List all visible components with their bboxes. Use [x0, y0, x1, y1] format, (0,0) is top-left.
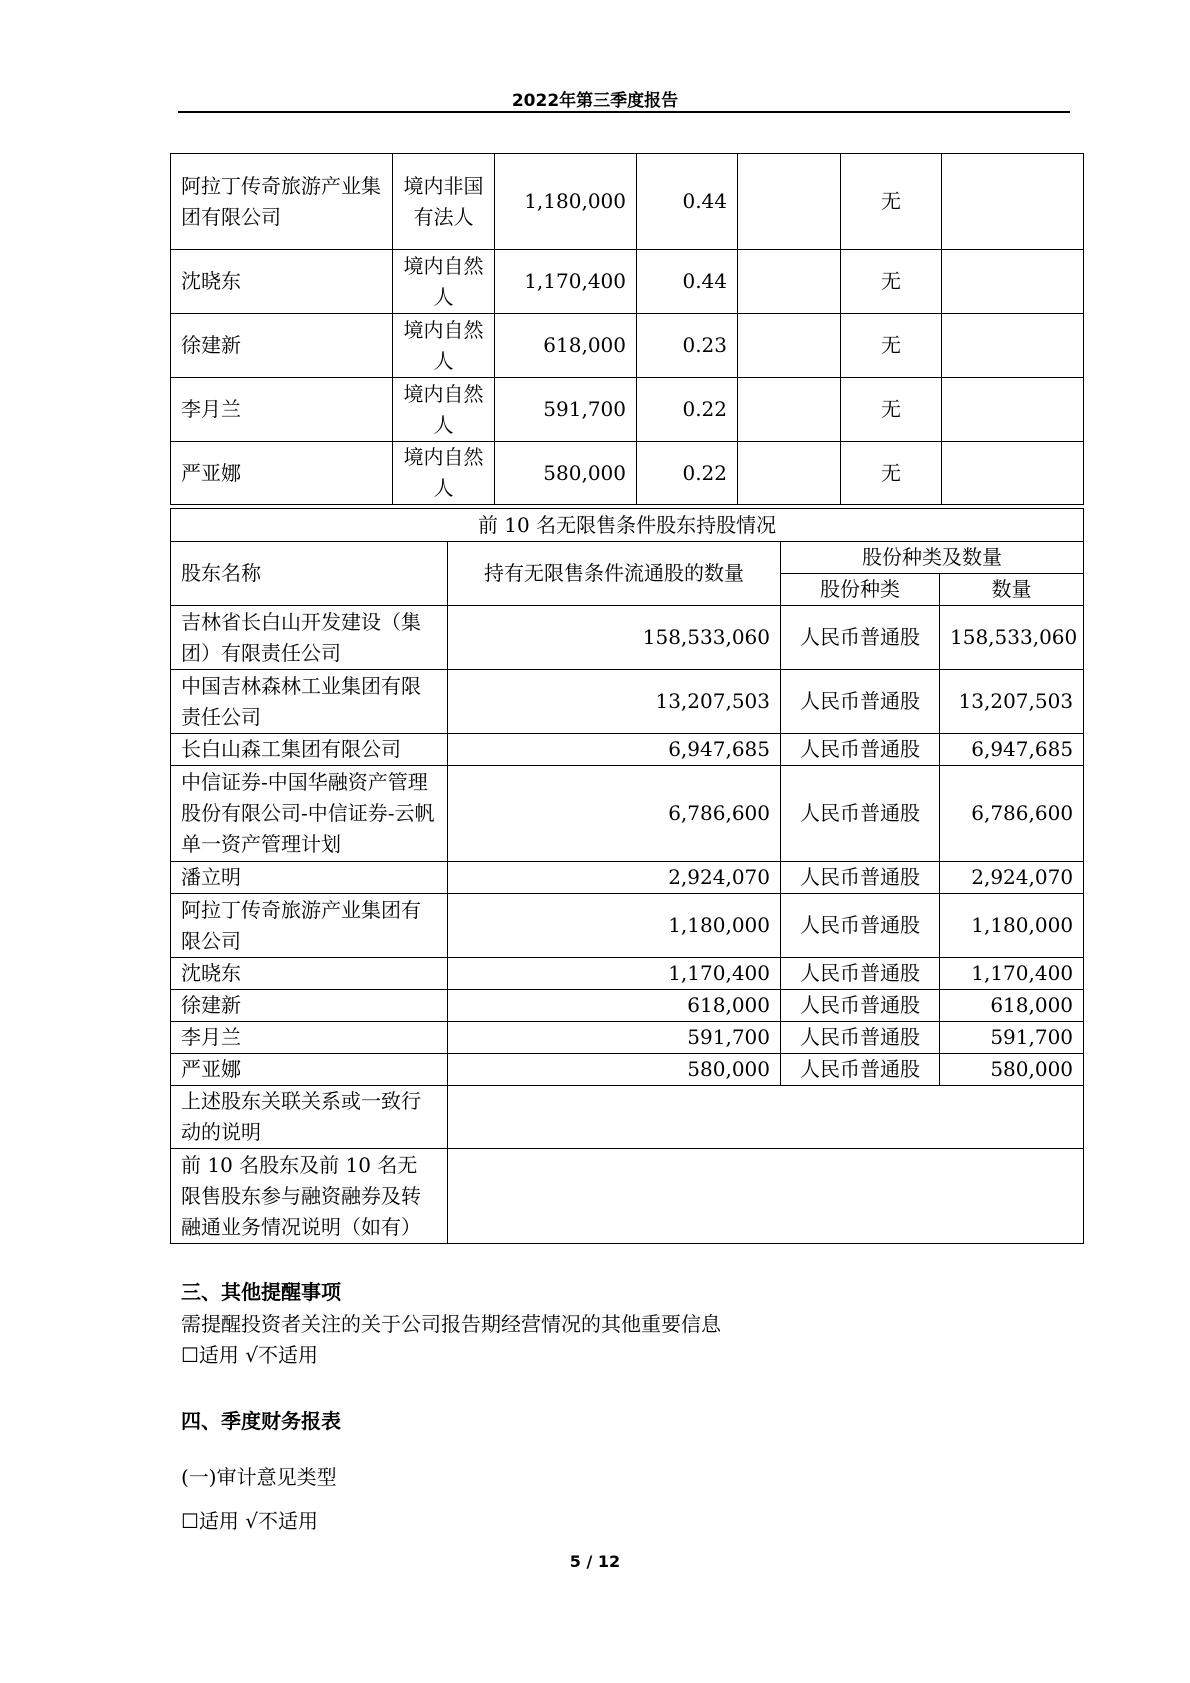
- pledge-quantity: [942, 442, 1084, 505]
- holder-shares: 618,000: [495, 314, 637, 378]
- restricted-shares: [738, 250, 841, 314]
- share-type: 人民币普通股: [781, 990, 940, 1022]
- header-divider: [178, 111, 1070, 113]
- holder-nature: 境内自然人: [393, 250, 495, 314]
- holder-percent: 0.22: [637, 378, 738, 442]
- unrestricted-count: 158,533,060: [448, 606, 781, 670]
- unrestricted-count: 2,924,070: [448, 862, 781, 894]
- header-unrestricted-count: 持有无限售条件流通股的数量: [448, 542, 781, 606]
- restricted-shares: [738, 378, 841, 442]
- table-row: [171, 894, 1084, 958]
- holder-name: 沈晓东: [171, 250, 393, 314]
- share-quantity: 580,000: [940, 1054, 1084, 1086]
- pledge-status: 无: [841, 314, 942, 378]
- section-4-title: 四、季度财务报表: [181, 1409, 341, 1433]
- table-row: [171, 766, 1084, 862]
- pledge-status: 无: [841, 442, 942, 505]
- page-number: 5 / 12: [569, 1552, 621, 1571]
- holder-nature: 境内自然人: [393, 378, 495, 442]
- table-title-row: [171, 509, 1084, 542]
- holder-name: 严亚娜: [171, 442, 393, 505]
- table-row: [171, 1022, 1084, 1054]
- table-row: [171, 990, 1084, 1022]
- section-4-subtitle: (一)审计意见类型: [181, 1465, 337, 1489]
- header-share-type-group: 股份种类及数量: [781, 542, 1084, 574]
- table-row: [171, 734, 1084, 766]
- holder-nature: 境内自然人: [393, 442, 495, 505]
- report-header-title: 2022年第三季度报告: [511, 91, 679, 111]
- related-party-note-label: 上述股东关联关系或一致行动的说明: [171, 1086, 448, 1149]
- header-share-type: 股份种类: [781, 574, 940, 606]
- share-type: 人民币普通股: [781, 1022, 940, 1054]
- holder-name: 潘立明: [171, 862, 448, 894]
- share-quantity: 1,170,400: [940, 958, 1084, 990]
- restricted-shares: [738, 314, 841, 378]
- table-row: [171, 250, 1084, 314]
- holder-name: 阿拉丁传奇旅游产业集团有限公司: [171, 894, 448, 958]
- related-party-note-value: [448, 1086, 1084, 1149]
- pledge-quantity: [942, 378, 1084, 442]
- table-row: [171, 1149, 1084, 1244]
- holder-name: 严亚娜: [171, 1054, 448, 1086]
- holder-name: 中国吉林森林工业集团有限责任公司: [171, 670, 448, 734]
- restricted-shares: [738, 154, 841, 250]
- share-type: 人民币普通股: [781, 862, 940, 894]
- holder-shares: 591,700: [495, 378, 637, 442]
- share-type: 人民币普通股: [781, 670, 940, 734]
- holder-shares: 580,000: [495, 442, 637, 505]
- holder-nature: 境内非国有法人: [393, 154, 495, 250]
- share-quantity: 6,786,600: [940, 766, 1084, 862]
- margin-trading-note-value: [448, 1149, 1084, 1244]
- holder-name: 李月兰: [171, 1022, 448, 1054]
- holder-name: 徐建新: [171, 314, 393, 378]
- holder-name: 吉林省长白山开发建设（集团）有限责任公司: [171, 606, 448, 670]
- holder-name: 李月兰: [171, 378, 393, 442]
- share-type: 人民币普通股: [781, 734, 940, 766]
- share-quantity: 158,533,060: [940, 606, 1084, 670]
- holder-percent: 0.22: [637, 442, 738, 505]
- holder-shares: 1,170,400: [495, 250, 637, 314]
- unrestricted-count: 1,180,000: [448, 894, 781, 958]
- top10-unrestricted-shareholders-table: [170, 508, 1084, 1244]
- share-type: 人民币普通股: [781, 958, 940, 990]
- pledge-quantity: [942, 154, 1084, 250]
- holder-nature: 境内自然人: [393, 314, 495, 378]
- section-3-applicability: ☐适用 √不适用: [181, 1343, 319, 1367]
- table-row: [171, 442, 1084, 505]
- holder-name: 中信证券-中国华融资产管理股份有限公司-中信证券-云帆单一资产管理计划: [171, 766, 448, 862]
- table-row: [171, 862, 1084, 894]
- unrestricted-count: 591,700: [448, 1022, 781, 1054]
- holder-name: 阿拉丁传奇旅游产业集团有限公司: [171, 154, 393, 250]
- unrestricted-count: 13,207,503: [448, 670, 781, 734]
- holder-percent: 0.44: [637, 154, 738, 250]
- holder-percent: 0.44: [637, 250, 738, 314]
- share-type: 人民币普通股: [781, 894, 940, 958]
- table-row: [171, 606, 1084, 670]
- pledge-status: 无: [841, 250, 942, 314]
- share-quantity: 13,207,503: [940, 670, 1084, 734]
- pledge-status: 无: [841, 154, 942, 250]
- unrestricted-count: 6,786,600: [448, 766, 781, 862]
- share-quantity: 2,924,070: [940, 862, 1084, 894]
- unrestricted-count: 6,947,685: [448, 734, 781, 766]
- header-quantity: 数量: [940, 574, 1084, 606]
- section-3-title: 三、其他提醒事项: [181, 1280, 341, 1304]
- share-quantity: 1,180,000: [940, 894, 1084, 958]
- header-holder-name: 股东名称: [171, 542, 448, 606]
- table-row: [171, 670, 1084, 734]
- table-row: [171, 1086, 1084, 1149]
- unrestricted-count: 1,170,400: [448, 958, 781, 990]
- table-row: [171, 154, 1084, 250]
- table-row: [171, 958, 1084, 990]
- share-quantity: 6,947,685: [940, 734, 1084, 766]
- share-type: 人民币普通股: [781, 766, 940, 862]
- table-row: [171, 1054, 1084, 1086]
- pledge-quantity: [942, 314, 1084, 378]
- section-4-applicability: ☐适用 √不适用: [181, 1509, 319, 1533]
- table-title: 前 10 名无限售条件股东持股情况: [171, 509, 1084, 542]
- table-row: [171, 314, 1084, 378]
- holder-shares: 1,180,000: [495, 154, 637, 250]
- holder-name: 徐建新: [171, 990, 448, 1022]
- unrestricted-count: 618,000: [448, 990, 781, 1022]
- pledge-quantity: [942, 250, 1084, 314]
- holder-percent: 0.23: [637, 314, 738, 378]
- table-header-row: [171, 542, 1084, 574]
- unrestricted-count: 580,000: [448, 1054, 781, 1086]
- restricted-shares: [738, 442, 841, 505]
- share-quantity: 591,700: [940, 1022, 1084, 1054]
- pledge-status: 无: [841, 378, 942, 442]
- holder-name: 沈晓东: [171, 958, 448, 990]
- holder-name: 长白山森工集团有限公司: [171, 734, 448, 766]
- table-row: [171, 378, 1084, 442]
- share-type: 人民币普通股: [781, 1054, 940, 1086]
- top10-shareholders-table-continued: [170, 153, 1084, 505]
- share-quantity: 618,000: [940, 990, 1084, 1022]
- share-type: 人民币普通股: [781, 606, 940, 670]
- margin-trading-note-label: 前 10 名股东及前 10 名无限售股东参与融资融券及转融通业务情况说明（如有）: [171, 1149, 448, 1244]
- section-3-text: 需提醒投资者关注的关于公司报告期经营情况的其他重要信息: [181, 1312, 721, 1336]
